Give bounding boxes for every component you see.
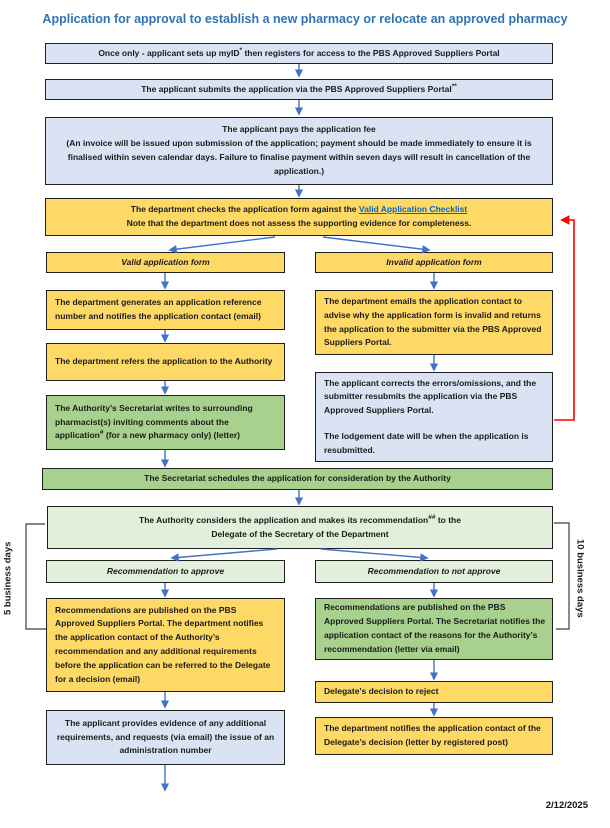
branch-label-approve [46, 560, 285, 583]
node-department-checks [45, 198, 553, 236]
node-text: Delegate’s decision to reject [324, 686, 439, 697]
node-provides-evidence [46, 710, 285, 765]
resubmission-feedback-arrow [554, 220, 574, 420]
node-text: The applicant provides evidence of any additional requirements, and requests (via email) the issue of an administration number [56, 717, 275, 756]
node-delegate-reject [315, 681, 553, 703]
node-text: (An invoice will be issued upon submission of the application; payment should be made immediately to ensure it is finalised within seven calendar days. Failure to finalise payment within seven days will result in cancellation of the application.) [66, 138, 532, 176]
node-text: The lodgement date will be when the application is resubmitted. [324, 430, 529, 455]
footnote-marker: * [239, 46, 243, 54]
node-text: The applicant corrects the errors/omissions, and the submitter resubmits the application via the PBS Approved Suppliers Portal. [324, 377, 537, 416]
valid-application-checklist-link[interactable]: Valid Application Checklist [358, 204, 468, 215]
node-text: Note that the department does not assess the supporting evidence for completeness. [126, 218, 472, 228]
node-text: Once only - applicant sets up myID* then registers for access to the PBS Approved Suppliers Portal [98, 46, 500, 58]
node-text: The department refers the application to the Authority [55, 356, 273, 367]
branch-label-not-approve [315, 560, 553, 583]
footnote-marker: ** [451, 82, 457, 90]
node-setup-myid [45, 43, 553, 64]
left-duration-label: 5 business days [2, 541, 14, 615]
node-text: Recommendation to approve [106, 565, 225, 576]
node-text: The Secretariat schedules the application for consideration by the Authority [144, 473, 451, 484]
node-refers-to-authority [46, 343, 285, 381]
node-text: The department generates an application reference number and notifies the application contact (email) [55, 297, 262, 321]
node-text: Delegate of the Secretary of the Department [211, 528, 389, 539]
node-text: The Authority’s Secretariat writes to surrounding pharmacist(s) inviting comments about the application# (for a new pharmacy only) (letter) [55, 402, 253, 441]
node-secretariat-schedules [42, 468, 553, 490]
footnote-marker: ## [428, 513, 436, 521]
node-applicant-corrects [315, 372, 553, 462]
node-notify-decision [315, 717, 553, 755]
node-text: The department notifies the application contact of the Delegate’s decision (letter by registered post) [324, 723, 541, 747]
node-generate-reference [46, 290, 285, 330]
node-text: The applicant pays the application fee [222, 124, 376, 135]
node-authority-considers [47, 506, 553, 549]
branch-label-valid [46, 252, 285, 273]
node-text: The applicant submits the application via the PBS Approved Suppliers Portal** [141, 82, 457, 94]
revision-date: 2/12/2025 [545, 800, 588, 811]
node-text: The Authority considers the application and makes its recommendation## to the [139, 513, 461, 525]
node-submit-application [45, 79, 553, 100]
node-text: Recommendations are published on the PBS Approved Suppliers Portal. The department notifies the application contact of the Authority’s recommendation and any additional requirements before the application can be referred to the Delegate for a decision (email) [55, 604, 271, 684]
node-text: Recommendations are published on the PBS Approved Suppliers Portal. The Secretariat notifies the application contact of the reasons for the Authority’s recommendation (letter via email) [324, 602, 546, 654]
node-publish-not-approve [315, 598, 553, 660]
node-text: Valid application form [121, 256, 210, 267]
page-title: Application for approval to establish a new pharmacy or relocate an approved pharmacy [42, 12, 568, 26]
node-emails-invalid [315, 290, 553, 355]
footnote-marker: # [99, 429, 104, 437]
node-text: Invalid application form [386, 256, 482, 267]
branch-label-invalid [315, 252, 553, 273]
node-publish-approve [46, 598, 285, 692]
node-secretariat-writes [46, 395, 285, 450]
node-text: Recommendation to not approve [367, 565, 501, 576]
right-duration-label: 10 business days [574, 538, 586, 618]
node-text: The department emails the application contact to advise why the application form is invalid and returns the application to the submitter via the PBS Approved Suppliers Portal. [324, 295, 542, 348]
node-pay-fee [45, 117, 553, 185]
node-text: The department checks the application form against the Valid Application Checklist [130, 204, 468, 215]
